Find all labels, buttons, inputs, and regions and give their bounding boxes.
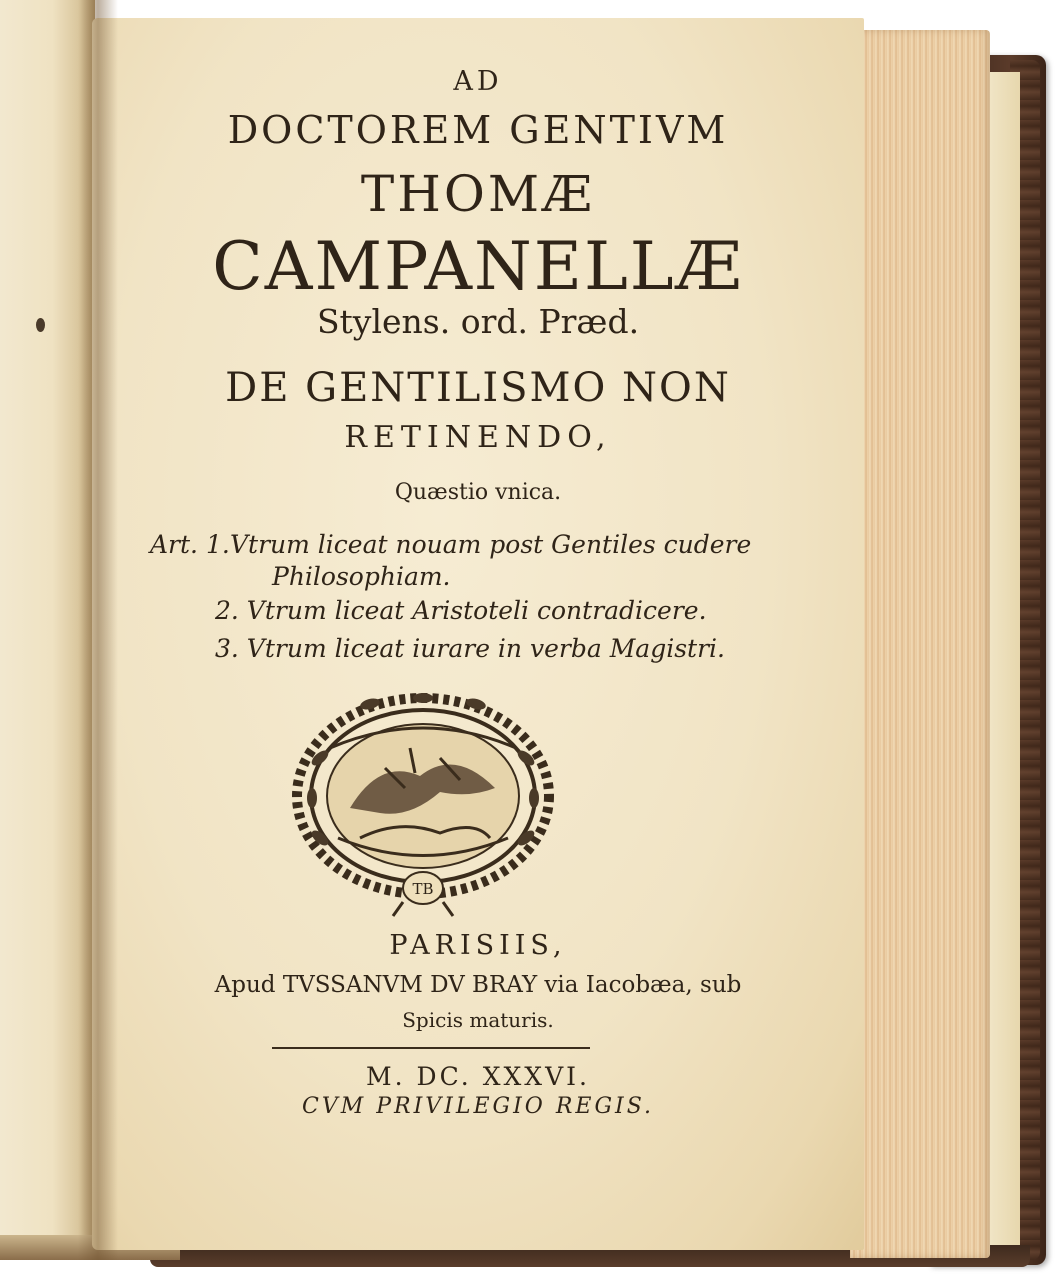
article-1-continuation: Philosophiam. [272, 562, 451, 591]
imprint-privilege: CVM PRIVILEGIO REGIS. [301, 1094, 654, 1119]
imprint-rule [272, 1047, 590, 1049]
imprint-sign: Spicis maturis. [402, 1008, 554, 1032]
wormhole-mark [36, 318, 45, 332]
title-line-thomae: THOMÆ [360, 165, 596, 223]
article-label: Art. 1. [150, 530, 230, 559]
printers-device-emblem [290, 688, 556, 920]
device-monogram: TB [412, 880, 434, 898]
article-1-text: Vtrum liceat nouam post Gentiles cudere [230, 530, 752, 559]
imprint-place: PARISIIS, [389, 930, 567, 961]
endpaper [985, 72, 1020, 1247]
article-3-text: 3. Vtrum liceat iurare in verba Magistri. [215, 634, 725, 663]
article-2-text: 2. Vtrum liceat Aristoteli contradicere. [215, 596, 707, 625]
page-block-edges [850, 30, 990, 1258]
title-line-quaestio: Quæstio vnica. [394, 480, 562, 505]
title-line-doctorem: DOCTOREM GENTIVM [227, 108, 729, 152]
title-line-ad: AD [453, 66, 503, 97]
title-line-order: Stylens. ord. Præd. [316, 302, 640, 341]
title-line-retinendo: RETINENDO, [344, 420, 612, 455]
imprint-publisher: Apud TVSSANVM DV BRAY via Iacobæa, sub [214, 972, 742, 998]
title-line-campanellae: CAMPANELLÆ [212, 228, 744, 305]
imprint-year: M. DC. XXXVI. [366, 1062, 590, 1091]
title-line-de-gentilismo: DE GENTILISMO NON [225, 365, 731, 411]
